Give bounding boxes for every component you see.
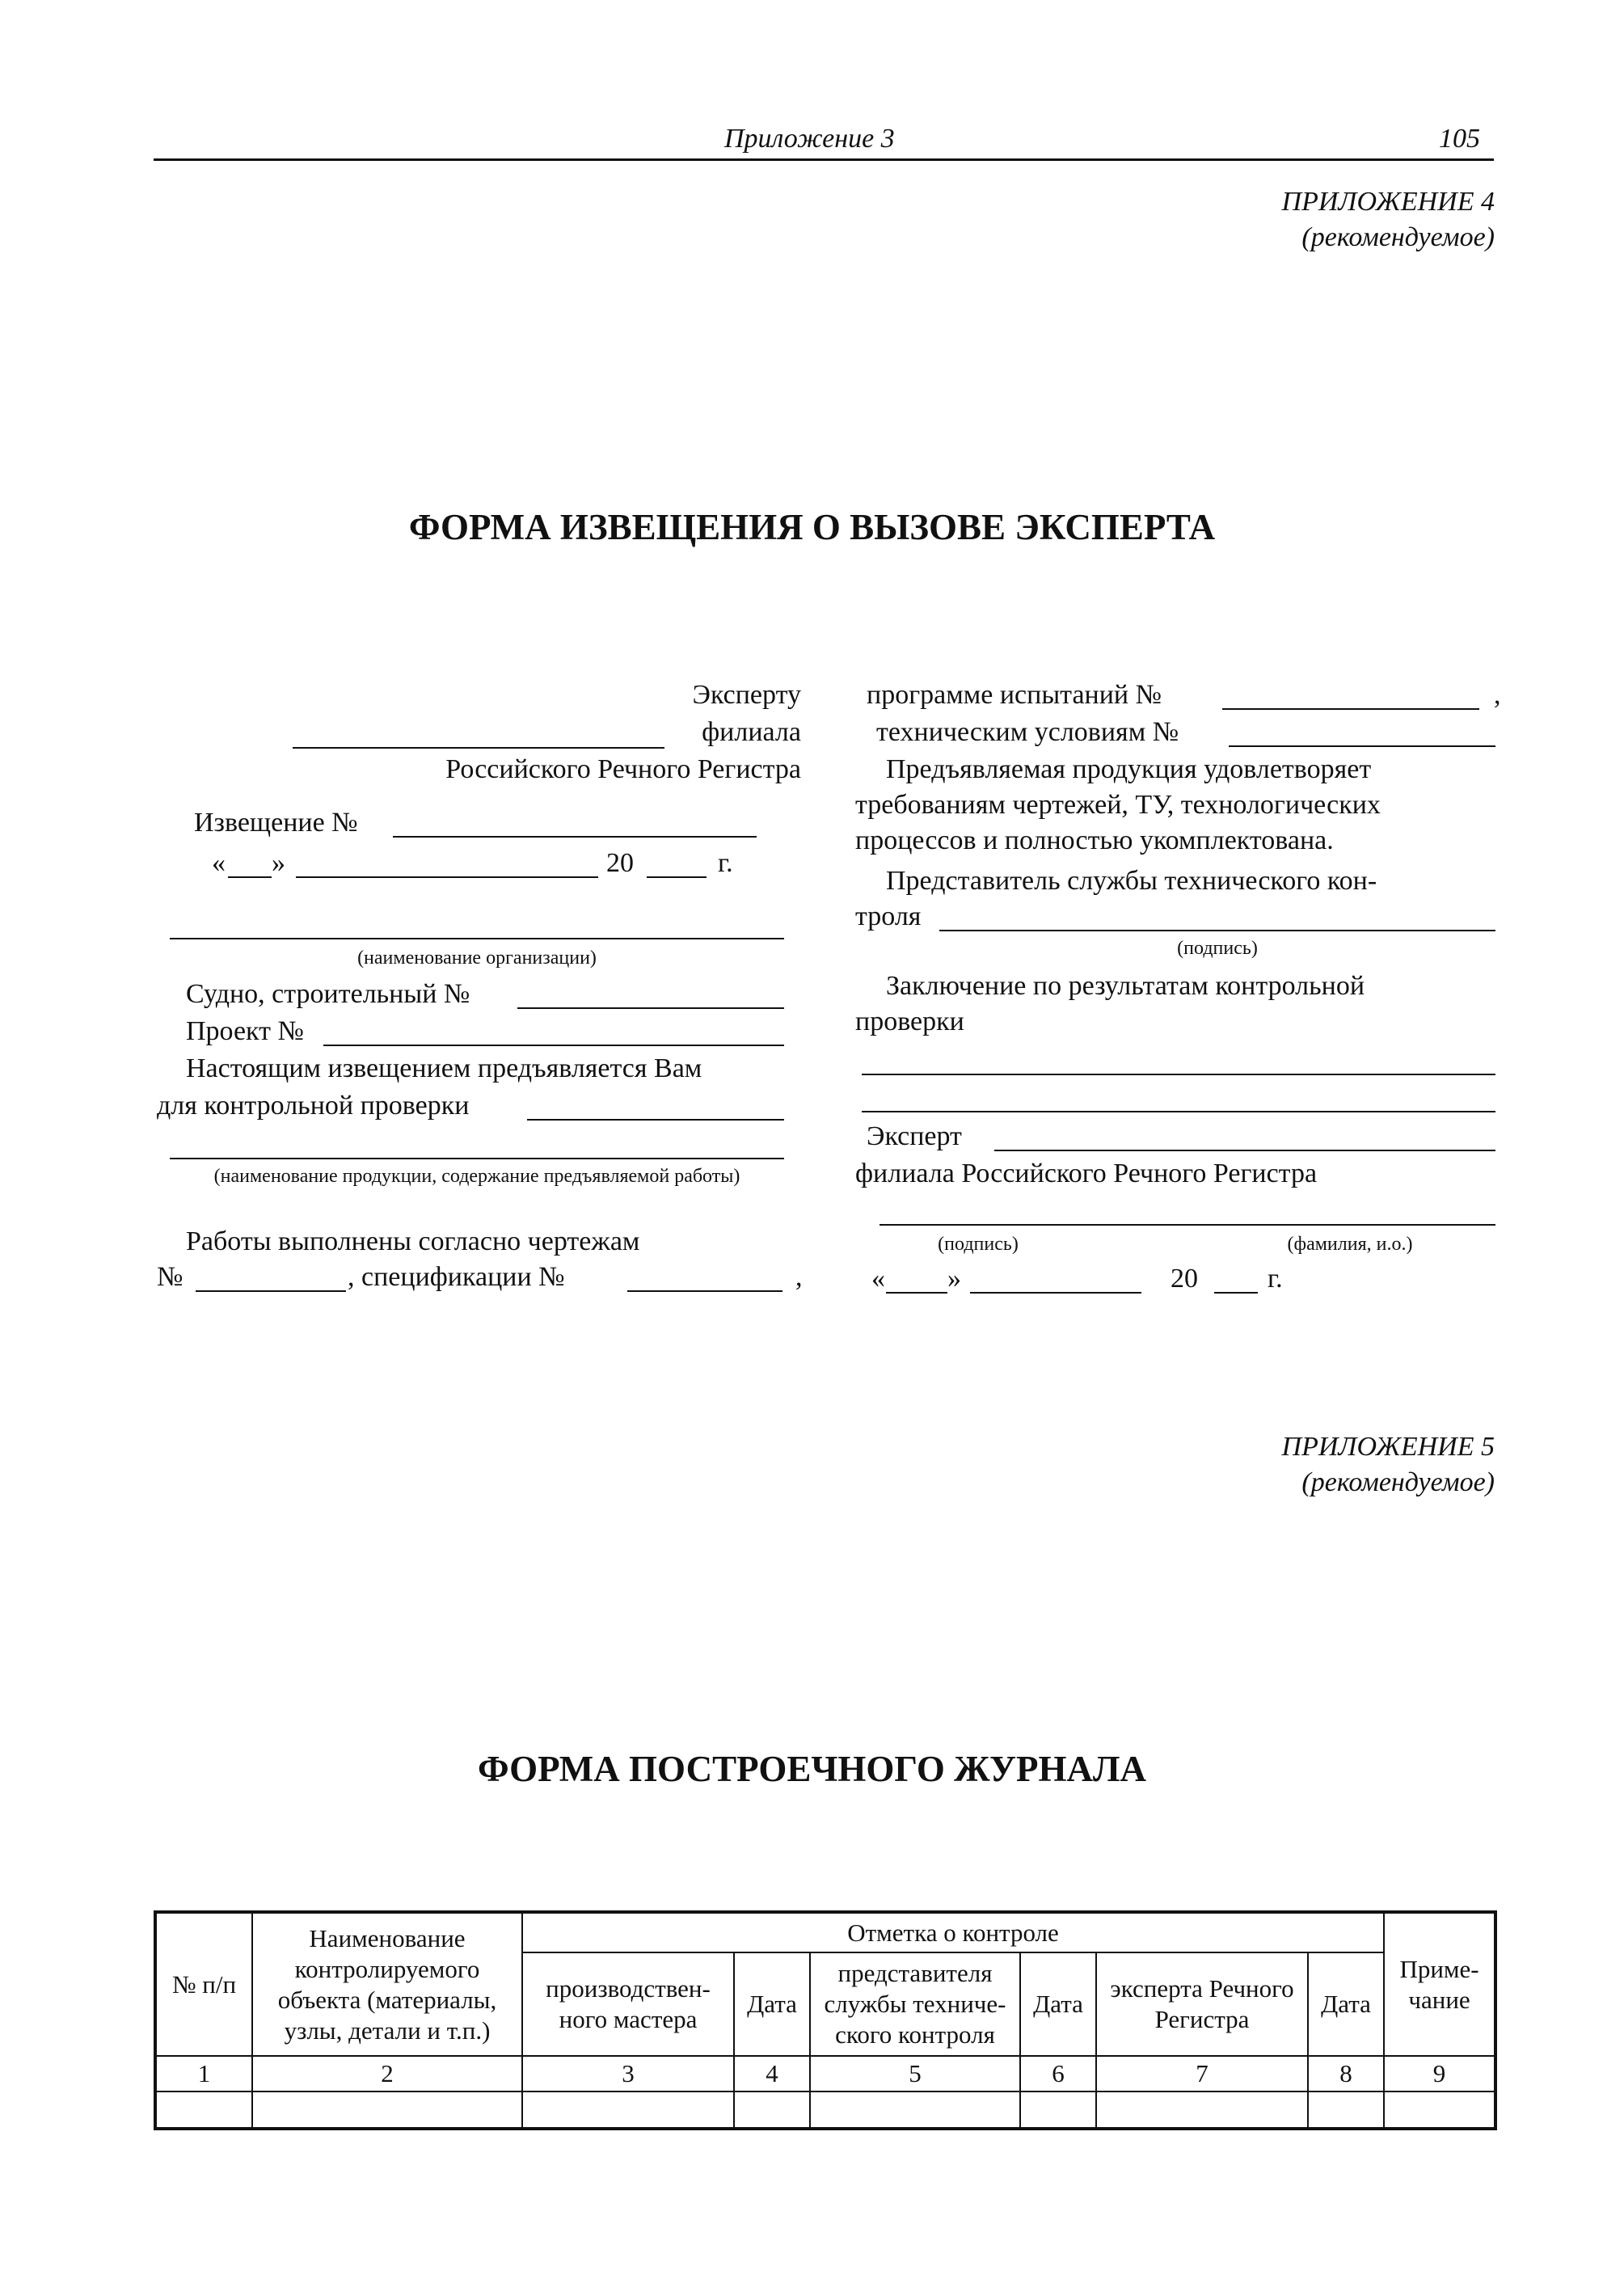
column-number: 8	[1308, 2056, 1384, 2092]
expert-date-open: «	[871, 1264, 885, 1294]
organization-caption: (наименование организации)	[357, 948, 597, 969]
conclusion-line1: Заключение по результатам контрольной	[886, 971, 1365, 1001]
expert-year-blank	[1214, 1292, 1258, 1294]
product-blank	[170, 1158, 784, 1159]
column-number: 2	[252, 2056, 522, 2092]
expert-date-close: »	[947, 1264, 961, 1294]
col-note-header: Приме-чание	[1384, 1912, 1495, 2056]
to-expert: Эксперту	[692, 680, 801, 710]
col-object-header: Наименование контролируемого объекта (материалы, узлы, детали и т.п.)	[252, 1912, 522, 2056]
conclusion-line2: проверки	[855, 1007, 964, 1036]
col-number-header: № п/п	[155, 1912, 252, 2056]
appendix4-title: ФОРМА ИЗВЕЩЕНИЯ О ВЫЗОВЕ ЭКСПЕРТА	[408, 507, 1216, 547]
notice-number-blank	[393, 836, 757, 838]
column-number: 6	[1020, 2056, 1096, 2092]
expert-label: Эксперт	[867, 1121, 962, 1151]
empty-cell	[810, 2092, 1020, 2129]
col-expert-header: эксперта Речного Регистра	[1096, 1952, 1308, 2056]
appendix5-label: ПРИЛОЖЕНИЕ 5	[1281, 1432, 1495, 1462]
branch-label: филиала	[702, 717, 801, 747]
empty-cell	[1096, 2092, 1308, 2129]
header-rule	[154, 158, 1494, 161]
expert-sign-caption: (подпись)	[938, 1234, 1019, 1255]
notice-day-blank	[228, 876, 272, 878]
empty-cell	[252, 2092, 522, 2129]
spec-label: , спецификации №	[348, 1262, 565, 1292]
notice-date-open: «	[212, 848, 226, 878]
notice-month-blank	[296, 876, 598, 878]
product-caption: (наименование продукции, содержание предъявляемой работы)	[213, 1166, 740, 1187]
col-master-date-header: Дата	[734, 1952, 810, 2056]
appendix4-note: (рекомендуемое)	[1301, 222, 1495, 252]
organization-blank	[170, 938, 784, 939]
qc-signature-caption: (подпись)	[1177, 938, 1258, 959]
column-number: 7	[1096, 2056, 1308, 2092]
running-title: Приложение 3	[724, 124, 895, 154]
col-master-header: производствен-ного мастера	[522, 1952, 734, 2056]
column-number: 1	[155, 2056, 252, 2092]
empty-cell	[1384, 2092, 1495, 2129]
empty-cell	[1308, 2092, 1384, 2129]
expert-day-blank	[886, 1292, 947, 1294]
col-qc-header: представителя службы техниче-ского контроля	[810, 1952, 1020, 2056]
col-qc-date-header: Дата	[1020, 1952, 1096, 2056]
appendix5-note: (рекомендуемое)	[1301, 1467, 1495, 1497]
tech-conditions-label: техническим условиям №	[876, 717, 1179, 747]
empty-cell	[155, 2092, 252, 2129]
spec-number-blank	[627, 1290, 782, 1292]
product-conformity-line1: Предъявляемая продукция удовлетворяет	[886, 754, 1372, 784]
notice-year-blank	[647, 876, 707, 878]
project-number-blank	[323, 1045, 784, 1046]
registry-label: Российского Речного Регистра	[445, 754, 801, 784]
expert-blank	[994, 1150, 1495, 1151]
branch-blank	[293, 747, 664, 749]
inspection-blank	[527, 1119, 784, 1121]
test-program-label: программе испытаний №	[867, 680, 1162, 710]
presented-line1: Настоящим извещением предъявляется Вам	[186, 1053, 702, 1083]
product-conformity-line3: процессов и полностью укомплектована.	[855, 825, 1334, 855]
expert-branch-label: филиала Российского Речного Регистра	[855, 1159, 1318, 1188]
works-done-label: Работы выполнены согласно чертежам	[186, 1226, 640, 1256]
qc-representative-line1: Представитель службы технического кон-	[886, 866, 1377, 896]
appendix5-title: ФОРМА ПОСТРОЕЧНОГО ЖУРНАЛА	[477, 1749, 1147, 1789]
drawing-number-sign: №	[157, 1262, 183, 1292]
notice-number-label: Извещение №	[194, 808, 358, 838]
empty-cell	[734, 2092, 810, 2129]
expert-name-caption: (фамилия, и.о.)	[1287, 1234, 1413, 1255]
appendix4-label: ПРИЛОЖЕНИЕ 4	[1281, 187, 1495, 217]
construction-journal-table	[154, 1910, 1497, 2130]
qc-signature-blank	[939, 930, 1495, 931]
expert-signature-blank	[879, 1224, 1495, 1226]
col-expert-date-header: Дата	[1308, 1952, 1384, 2056]
drawing-number-blank	[196, 1290, 346, 1292]
tech-conditions-blank	[1229, 745, 1495, 747]
expert-year-prefix: 20	[1171, 1264, 1198, 1294]
presented-line2: для контрольной проверки	[157, 1091, 470, 1121]
control-mark-group-header: Отметка о контроле	[522, 1912, 1384, 1952]
notice-date-close: »	[272, 848, 285, 878]
notice-year-suffix: г.	[718, 848, 733, 878]
project-label: Проект №	[186, 1016, 304, 1046]
expert-month-blank	[970, 1292, 1141, 1294]
column-number: 5	[810, 2056, 1020, 2092]
column-number: 9	[1384, 2056, 1495, 2092]
expert-year-suffix: г.	[1268, 1264, 1283, 1294]
column-number: 4	[734, 2056, 810, 2092]
qc-representative-line2: троля	[855, 901, 922, 931]
ship-number-blank	[517, 1007, 784, 1009]
page-number: 105	[1439, 124, 1480, 154]
ship-label: Судно, строительный №	[186, 979, 470, 1009]
test-program-blank	[1222, 708, 1479, 710]
column-number: 3	[522, 2056, 734, 2092]
spec-comma: ,	[795, 1262, 803, 1292]
empty-cell	[522, 2092, 734, 2129]
conclusion-blank-1	[862, 1074, 1495, 1075]
notice-year-prefix: 20	[606, 848, 634, 878]
empty-cell	[1020, 2092, 1096, 2129]
conclusion-blank-2	[862, 1111, 1495, 1112]
test-program-comma: ,	[1494, 680, 1501, 710]
product-conformity-line2: требованиям чертежей, ТУ, технологических	[855, 790, 1381, 820]
